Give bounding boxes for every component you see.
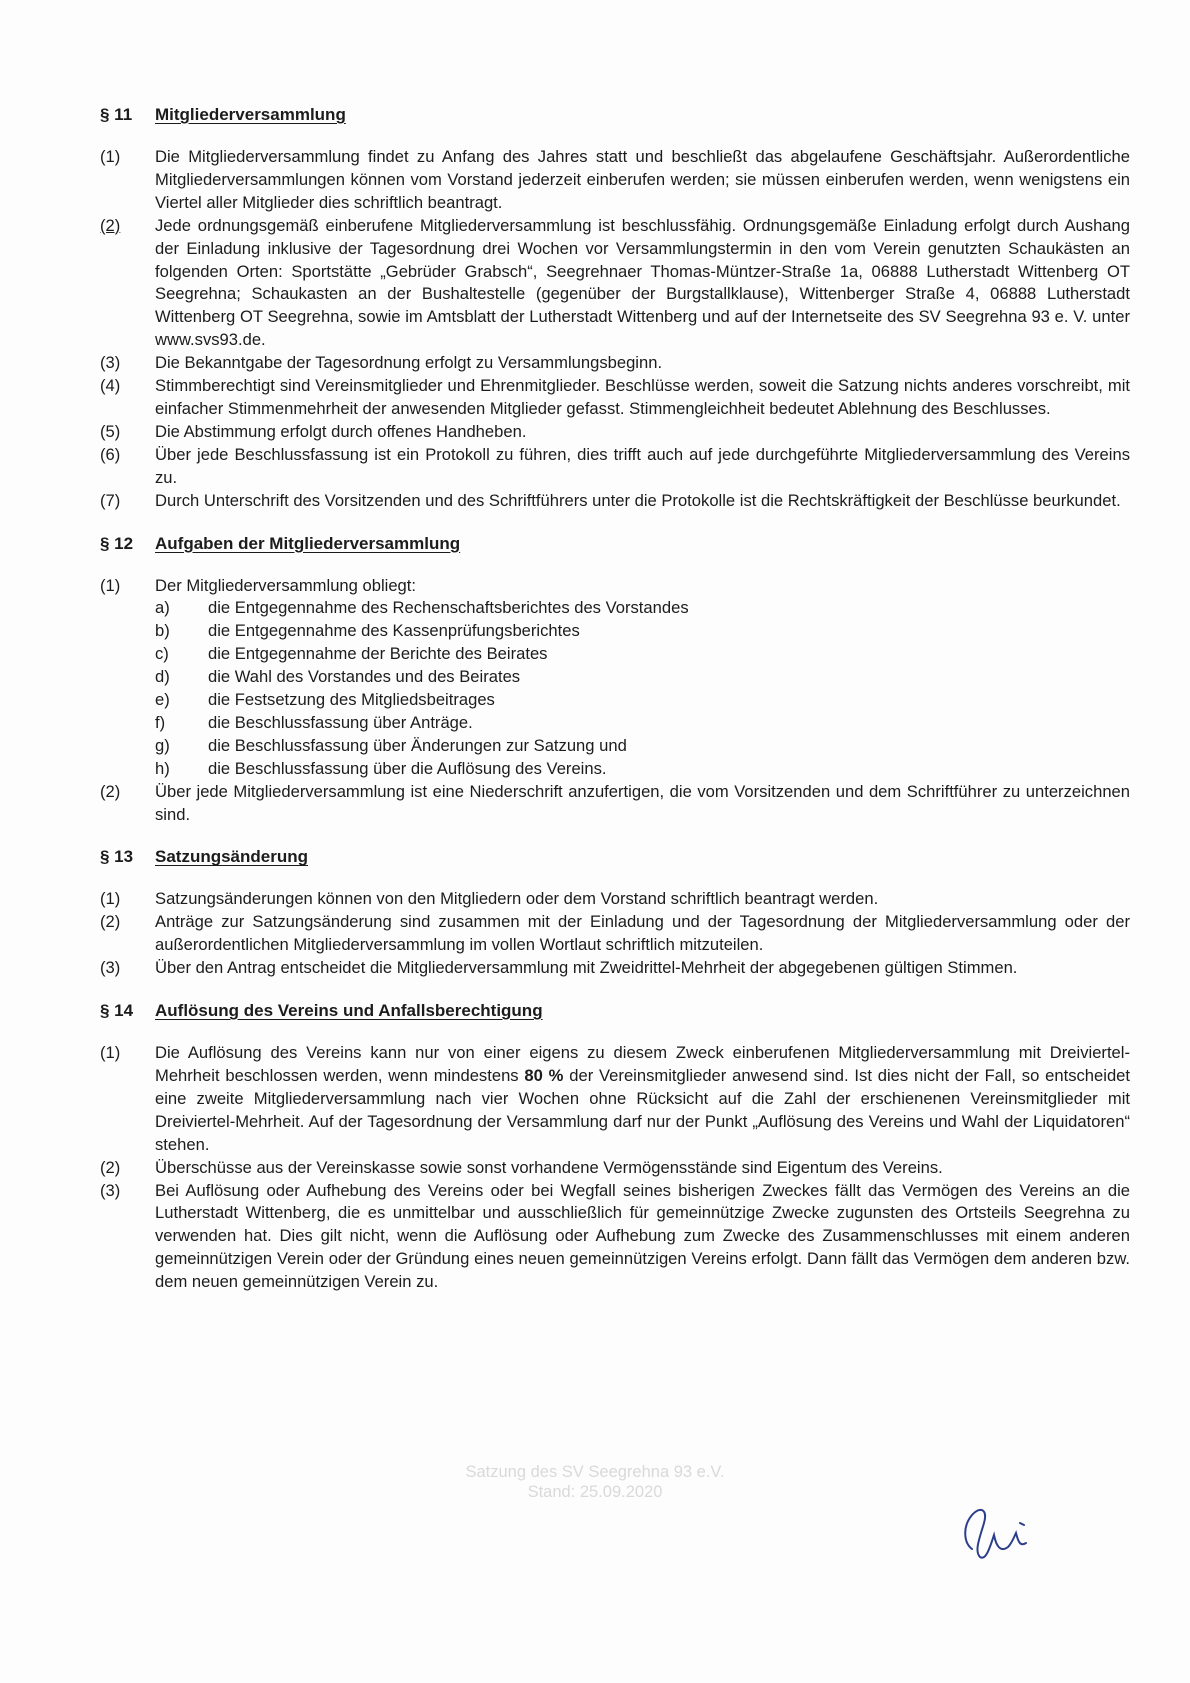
paragraph-number: (4) — [100, 376, 121, 396]
paragraph-number: (1) — [100, 889, 121, 909]
section-title: Auflösung des Vereins und Anfallsberechtigung — [155, 1001, 543, 1021]
paragraph — [100, 352, 1130, 375]
page-footer — [0, 1462, 1190, 1502]
list-letter: e) — [155, 690, 170, 710]
paragraph-number: (2) — [100, 781, 121, 801]
paragraph — [100, 146, 1130, 215]
paragraph — [100, 911, 1130, 957]
paragraph — [100, 781, 1130, 827]
section-14 — [100, 1000, 1130, 1294]
paragraph — [100, 1042, 1130, 1157]
paragraph-text: Die Bekanntgabe der Tagesordnung erfolgt zu Versammlungsbeginn. — [155, 353, 663, 373]
paragraph-text: Über jede Mitgliederversammlung ist eine Niederschrift anzufertigen, die vom Vorsitzenden und dem Schriftführer zu unterzeichnen sind. — [155, 781, 1130, 824]
list-text: die Entgegennahme des Rechenschaftsberichtes des Vorstandes — [208, 598, 689, 618]
paragraph-text: Die Mitgliederversammlung findet zu Anfang des Jahres statt und beschließt das abgelaufene Geschäftsjahr. Außerordentliche Mitgliederversammlungen können vom Vorstand jederzeit einberufen werden; sie müssen einberufen werden, wenn wenigstens ein Viertel aller Mitglieder dies schriftlich beantragt. — [155, 147, 1130, 212]
footer-title: Satzung des SV Seegrehna 93 e.V. — [465, 1463, 725, 1481]
paragraph-text: Überschüsse aus der Vereinskasse sowie sonst vorhandene Vermögensstände sind Eigentum des Vereins. — [155, 1157, 943, 1177]
list-item — [155, 666, 1130, 689]
paragraph — [100, 421, 1130, 444]
paragraph-number: (5) — [100, 421, 121, 441]
list-text: die Entgegennahme des Kassenprüfungsberichtes — [208, 621, 580, 641]
list-item — [155, 620, 1130, 643]
list-item — [155, 643, 1130, 666]
paragraph-number: (6) — [100, 444, 121, 464]
paragraph-number: (7) — [100, 490, 121, 510]
paragraph-text: Anträge zur Satzungsänderung sind zusammen mit der Einladung und der Tagesordnung der Mitgliederversammlung oder der außerordentlichen Mitgliederversammlung im vollen Wortlaut schriftlich mitzuteilen. — [155, 912, 1130, 955]
section-number: § 14 — [100, 1001, 134, 1021]
paragraph — [100, 1157, 1130, 1180]
paragraph-text: Satzungsänderungen können von den Mitgliedern oder dem Vorstand schriftlich beantragt werden. — [155, 889, 879, 909]
list-item — [155, 597, 1130, 620]
paragraph — [100, 957, 1130, 980]
list-letter: c) — [155, 644, 169, 664]
paragraph-text: Die Abstimmung erfolgt durch offenes Handheben. — [155, 421, 527, 441]
list-letter: b) — [155, 621, 170, 641]
list-text: die Beschlussfassung über die Auflösung des Vereins. — [208, 758, 607, 778]
text-run: Die Auflösung des Vereins kann nur von einer eigens zu diesem Zweck einberufenen Mitgliederversammlung mit Dreiviertel-Mehrheit beschlossen werden, wenn mindestens — [155, 1043, 1130, 1085]
footer-date: Stand: 25.09.2020 — [527, 1483, 663, 1501]
section-heading — [100, 104, 1130, 126]
paragraph-text — [155, 1042, 1130, 1157]
paragraph-number: (2) — [100, 1157, 121, 1177]
section-number: § 13 — [100, 847, 134, 867]
section-number: § 12 — [100, 533, 134, 553]
paragraph-text: Über jede Beschlussfassung ist ein Protokoll zu führen, dies trifft auch auf jede durchgeführte Mitgliederversammlung des Vereins zu. — [155, 444, 1130, 487]
paragraph-text: Stimmberechtigt sind Vereinsmitglieder und Ehrenmitglieder. Beschlüsse werden, soweit die Satzung nichts anderes vorschreibt, mit einfacher Stimmenmehrheit der anwesenden Mitglieder gefasst. Stimmengleichheit bedeutet Ablehnung des Beschlusses. — [155, 376, 1130, 418]
paragraph-number: (2) — [100, 215, 121, 235]
section-title: Satzungsänderung — [155, 847, 309, 867]
list-item — [155, 689, 1130, 712]
list-text: die Entgegennahme der Berichte des Beirates — [208, 644, 548, 664]
signature-mark — [950, 1497, 1050, 1567]
section-heading — [100, 1000, 1130, 1022]
list-letter: h) — [155, 758, 170, 778]
paragraph-number: (3) — [100, 1180, 121, 1200]
paragraph-number: (1) — [100, 147, 121, 166]
paragraph — [100, 375, 1130, 421]
paragraph — [100, 444, 1130, 490]
paragraph-number: (3) — [100, 958, 121, 978]
paragraph — [100, 1180, 1130, 1295]
section-number: § 11 — [100, 105, 133, 124]
section-heading — [100, 533, 1130, 555]
document-body — [100, 104, 1130, 1314]
quorum-percentage: 80 % — [524, 1066, 564, 1085]
text-run: der Vereinsmitglieder anwesend sind. Ist dies nicht der Fall, so entscheidet eine zweite Mitgliederversammlung nach vier Wochen ohne Rücksicht auf die Zahl der erschienenen Vereinsmitglieder mit Dreiviertel-Mehrheit. Auf der Tagesordnung der Versammlung darf nur der Punkt „Auflösung des Vereins und Wahl der Liquidatoren“ stehen. — [155, 1066, 1131, 1154]
section-heading — [100, 846, 1130, 868]
list-letter: f) — [155, 712, 166, 732]
paragraph — [100, 490, 1130, 513]
section-title: Mitgliederversammlung — [155, 105, 346, 124]
paragraph-text: Durch Unterschrift des Vorsitzenden und des Schriftführers unter die Protokolle ist die Rechtskräftigkeit der Beschlüsse beurkundet. — [155, 490, 1121, 510]
list-intro: Der Mitgliederversammlung obliegt: — [155, 575, 416, 595]
paragraph — [100, 215, 1130, 352]
duty-list — [155, 597, 1130, 780]
list-text: die Wahl des Vorstandes und des Beirates — [208, 667, 521, 687]
list-letter: a) — [155, 598, 170, 618]
paragraph — [100, 575, 1130, 781]
list-item — [155, 735, 1130, 758]
paragraph — [100, 888, 1130, 911]
paragraph-number: (3) — [100, 353, 121, 373]
list-letter: g) — [155, 735, 170, 755]
paragraph-text: Bei Auflösung oder Aufhebung des Vereins oder bei Wegfall seines bisherigen Zweckes fällt das Vermögen des Vereins an die Lutherstadt Wittenberg, die es unmittelbar und ausschließlich für gemeinnützige Zwecke zugunsten des Ortsteils Seegrehna zu verwenden hat. Dies gilt nicht, wenn die Auflösung oder Aufhebung zum Zwecke des Zusammenschlusses mit einem anderen gemeinnützigen Verein oder der Gründung eines neuen gemeinnützigen Vereins erfolgt. Dann fällt das Vermögen dem anderen bzw. dem neuen gemeinnützigen Verein zu. — [155, 1180, 1130, 1292]
section-title: Aufgaben der Mitgliederversammlung — [155, 533, 461, 553]
list-text: die Beschlussfassung über Anträge. — [208, 712, 473, 732]
paragraph-text: Über den Antrag entscheidet die Mitgliederversammlung mit Zweidrittel-Mehrheit der abgegebenen gültigen Stimmen. — [155, 958, 1018, 978]
section-12 — [100, 533, 1130, 827]
list-item — [155, 712, 1130, 735]
section-13 — [100, 846, 1130, 980]
list-text: die Beschlussfassung über Änderungen zur Satzung und — [208, 735, 627, 755]
list-text: die Festsetzung des Mitgliedsbeitrages — [208, 690, 495, 710]
paragraph-text — [155, 575, 1130, 781]
section-11 — [100, 104, 1130, 513]
paragraph-number: (2) — [100, 912, 121, 932]
paragraph-number: (1) — [100, 575, 121, 595]
paragraph-number: (1) — [100, 1043, 121, 1063]
list-letter: d) — [155, 667, 170, 687]
list-item — [155, 758, 1130, 781]
paragraph-text: Jede ordnungsgemäß einberufene Mitgliederversammlung ist beschlussfähig. Ordnungsgemäße Einladung erfolgt durch Aushang der Einladung inklusive der Tagesordnung drei Wochen vor Versammlungstermin in den vom Verein genutzten Schaukästen an folgenden Orten: Sportstätte „Gebrüder Grabsch“, Seegrehnaer Thomas-Müntzer-Straße 1a, 06888 Lutherstadt Wittenberg OT Seegrehna; Schaukasten an der Bushaltestelle (gegenüber der Burgstallklause), Wittenberger Straße 4, 06888 Lutherstadt Wittenberg OT Seegrehna, sowie im Amtsblatt der Lutherstadt Wittenberg und auf der Internetseite des SV Seegrehna 93 e. V. unter www.svs93.de. — [155, 215, 1130, 350]
